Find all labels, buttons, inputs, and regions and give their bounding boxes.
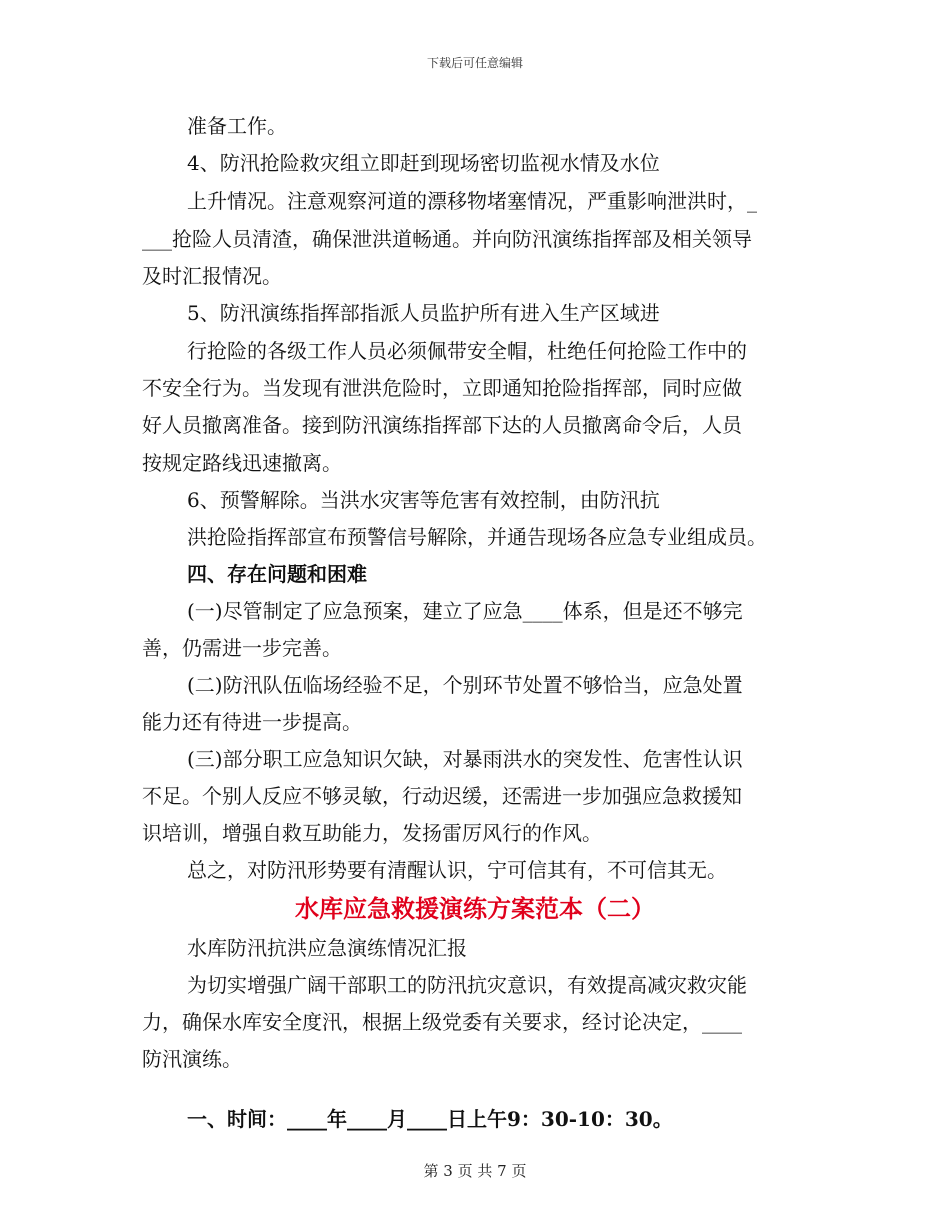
text-line: 总之，对防汛形势要有清醒认识，宁可信其有，不可信其无。 — [187, 858, 727, 882]
text-line: 好人员撤离准备。接到防汛演练指挥部下达的人员撤离命令后，人员 — [142, 413, 742, 437]
text-line: 按规定路线迅速撤离。 — [142, 451, 342, 475]
page-header: 下载后可任意编辑 — [426, 56, 523, 70]
text-line: 不足。个别人反应不够灵敏，行动迟缓，还需进一步加强应急救援知 — [142, 784, 742, 808]
text-line: (二)防汛队伍临场经验不足，个别环节处置不够恰当，应急处置 — [187, 673, 743, 697]
text-line: 防汛演练。 — [142, 1047, 242, 1071]
text-line: 四、存在问题和困难 — [187, 562, 367, 586]
text-line: 行抢险的各级工作人员必须佩带安全帽，杜绝任何抢险工作中的 — [187, 339, 747, 363]
text-line: 不安全行为。当发现有泄洪危险时，立即通知抢险指挥部，同时应做 — [142, 376, 742, 400]
text-line: 力，确保水库安全度汛，根据上级党委有关要求，经讨论决定，____ — [142, 1010, 742, 1034]
text-line: 及时汇报情况。 — [142, 264, 282, 288]
text-line: 为切实增强广阔干部职工的防汛抗灾意识，有效提高减灾救灾能 — [187, 973, 747, 997]
text-line: 4、防汛抢险救灾组立即赶到现场密切监视水情及水位 — [187, 151, 660, 175]
text-line: (三)部分职工应急知识欠缺，对暴雨洪水的突发性、危害性认识 — [187, 747, 743, 771]
text-line: 上升情况。注意观察河道的漂移物堵塞情况，严重影响泄洪时，_ — [187, 189, 757, 213]
text-line: 5、防汛演练指挥部指派人员监护所有进入生产区域进 — [187, 301, 660, 325]
section-title: 水库应急救援演练方案范本（二） — [295, 895, 655, 923]
page-footer: 第 3 页 共 7 页 — [423, 1162, 527, 1180]
text-line: (一)尽管制定了应急预案，建立了应急____体系，但是还不够完 — [187, 599, 743, 623]
text-line: 洪抢险指挥部宣布预警信号解除，并通告现场各应急专业组成员。 — [187, 525, 767, 549]
text-line: ___抢险人员清渣，确保泄洪道畅通。并向防汛演练指挥部及相关领导 — [142, 227, 752, 251]
text-line: 准备工作。 — [187, 114, 287, 138]
text-line: 能力还有待进一步提高。 — [142, 710, 362, 734]
text-line: 水库防汛抗洪应急演练情况汇报 — [187, 936, 467, 960]
text-line: 识培训，增强自救互助能力，发扬雷厉风行的作风。 — [142, 821, 602, 845]
text-line: 6、预警解除。当洪水灾害等危害有效控制，由防汛抗 — [187, 488, 660, 512]
text-line: 善，仍需进一步完善。 — [142, 636, 342, 660]
text-line: 一、时间：____年____月____日上午9：30-10：30。 — [187, 1107, 673, 1131]
